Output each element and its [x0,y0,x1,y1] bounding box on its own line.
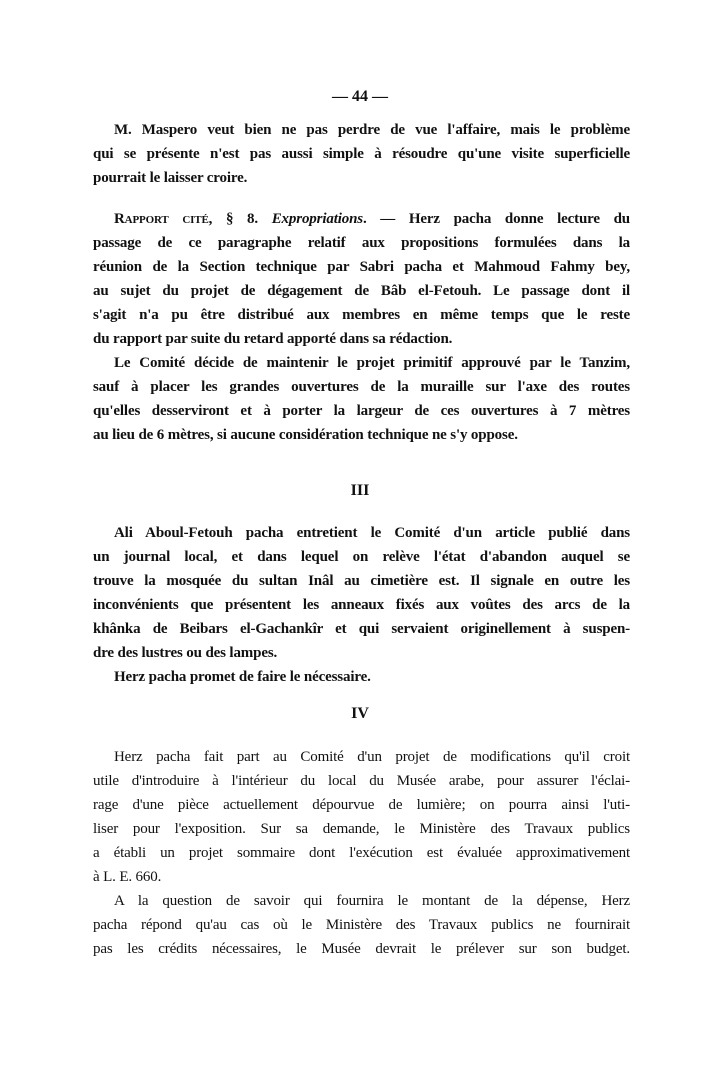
text-line: utile d'introduire à l'intérieur du local du Musée arabe, pour assurer l'éclai- [93,773,630,789]
text-line: un journal local, et dans lequel on relève l'état d'abandon auquel se [93,549,630,565]
text-line: A la question de savoir qui fournira le montant de la dépense, Herz [114,893,630,909]
text-line: pourrait le laisser croire. [93,170,248,186]
rapport-label: Rapport cité [114,211,209,227]
text-line: passage de ce paragraphe relatif aux propositions formulées dans la [93,235,630,251]
page-number: — 44 — [332,88,388,105]
text-line: au sujet du projet de dégagement de Bâb el-Fetouh. Le passage dont il [93,283,630,299]
text-line: M. Maspero veut bien ne pas perdre de vue l'affaire, mais le problème [114,122,630,138]
text-line: du rapport par suite du retard apporté dans sa rédaction. [93,331,453,347]
text-line: pacha répond qu'au cas où le Ministère des Travaux publics ne fournirait [93,917,630,933]
section-title: Expropriations [271,211,363,227]
text-line: sauf à placer les grandes ouvertures de la muraille sur l'axe des routes [93,379,630,395]
text-line: inconvénients que présentent les anneaux fixés aux voûtes des arcs de la [93,597,630,613]
text-line: Le Comité décide de maintenir le projet primitif approuvé par le Tanzim, [114,355,630,371]
text-line: Herz pacha fait part au Comité d'un projet de modifications qu'il croit [114,749,630,765]
text-line: pas les crédits nécessaires, le Musée devrait le prélever sur son budget. [93,941,630,957]
text-line: qu'elles desserviront et à porter la largeur de ces ouvertures à 7 mètres [93,403,630,419]
text-line: trouve la mosquée du sultan Inâl au cimetière est. Il signale en outre les [93,573,630,589]
text-line: a établi un projet sommaire dont l'exécution est évaluée approximativement [93,845,630,861]
section-ref: , § 8. [208,211,272,227]
text-line [114,209,630,229]
text-line: au lieu de 6 mètres, si aucune considération technique ne s'y oppose. [93,427,518,443]
text-line: dre des lustres ou des lampes. [93,645,278,661]
text-line: Herz pacha promet de faire le nécessaire. [114,669,371,685]
section-heading-iii: III [350,482,370,499]
text-line: khânka de Beibars el-Gachankîr et qui servaient originellement à suspen- [93,621,630,637]
text-line: qui se présente n'est pas aussi simple à résoudre qu'une visite superficielle [93,146,630,162]
text-line: Ali Aboul-Fetouh pacha entretient le Comité d'un article publié dans [114,525,630,541]
text-line: réunion de la Section technique par Sabri pacha et Mahmoud Fahmy bey, [93,259,630,275]
section-heading-iv: IV [351,705,369,722]
text-line: s'agit n'a pu être distribué aux membres en même temps que le reste [93,307,630,323]
lead-rest: . — Herz pacha donne lecture du [362,211,630,227]
text-line: rage d'une pièce actuellement dépourvue de lumière; on pourra ainsi l'uti- [93,797,630,813]
text-line: à L. E. 660. [93,869,162,885]
text-line: liser pour l'exposition. Sur sa demande, le Ministère des Travaux publics [93,821,630,837]
